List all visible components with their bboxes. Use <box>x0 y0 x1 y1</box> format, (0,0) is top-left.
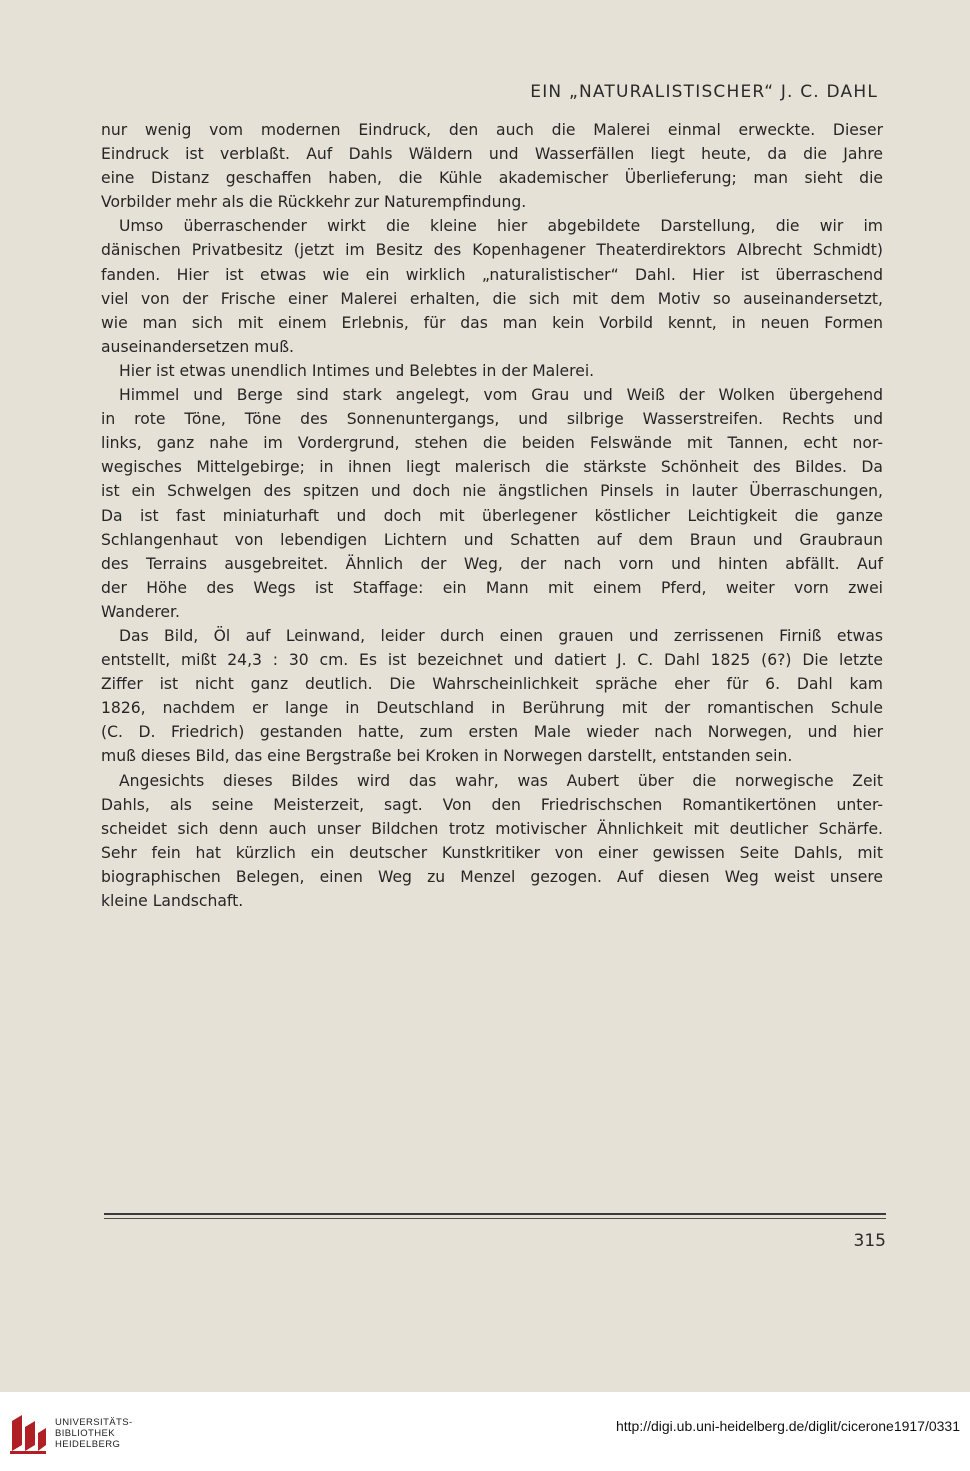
text-line: entstellt, mißt 24,3 : 30 cm. Es ist bezeichnet und datiert J. C. Dahl 1825 (6?) Die letzte <box>101 651 883 670</box>
article-body <box>101 118 883 913</box>
footer-rule-thin <box>104 1218 886 1219</box>
text-line: muß dieses Bild, das eine Bergstraße bei Kroken in Norwegen darstellt, entstanden sein. <box>101 747 793 766</box>
text-line: Umso überraschender wirkt die kleine hier abgebildete Darstellung, die wir im <box>119 217 883 236</box>
text-line: auseinandersetzen muß. <box>101 337 295 356</box>
text-line: des Terrains ausgebreitet. Ähnlich der Weg, der nach vorn und hinten abfällt. Auf <box>101 554 883 573</box>
text-line: Das Bild, Öl auf Leinwand, leider durch einen grauen und zerrissenen Firniß etwas <box>119 626 883 645</box>
university-library-logo-icon <box>8 1411 48 1455</box>
text-line: Sehr fein hat kürzlich ein deutscher Kunstkritiker von einer gewissen Seite Dahls, mit <box>101 843 883 862</box>
text-line: nur wenig vom modernen Eindruck, den auch die Malerei einmal erweckte. Dieser <box>101 121 883 139</box>
footer-rule-thick <box>104 1213 886 1215</box>
text-line: Eindruck ist verblaßt. Auf Dahls Wäldern und Wasserfällen liegt heute, da die Jahre <box>101 145 883 164</box>
text-line: (C. D. Friedrich) gestanden hatte, zum ersten Male wieder nach Norwegen, und hier <box>101 723 883 742</box>
library-name-line2: BIBLIOTHEK <box>55 1428 115 1439</box>
text-line: wegisches Mittelgebirge; in ihnen liegt malerisch die stärkste Schönheit des Bildes. Da <box>101 458 883 477</box>
text-line: in rote Töne, Töne des Sonnenuntergangs, und silbrige Wasserstreifen. Rechts und <box>101 410 883 429</box>
text-line: ist ein Schwelgen des spitzen und doch nie ängstlichen Pinsels in lauter Überraschungen, <box>101 482 883 501</box>
text-line: Vorbilder mehr als die Rückkehr zur Naturempfindung. <box>101 193 527 212</box>
library-footer <box>0 1392 970 1471</box>
text-line: Wanderer. <box>101 602 180 621</box>
source-url[interactable]: http://digi.ub.uni-heidelberg.de/diglit/cicerone1917/0331 <box>615 1418 960 1434</box>
text-line: Hier ist etwas unendlich Intimes und Belebtes in der Malerei. <box>119 361 595 380</box>
text-line: kleine Landschaft. <box>101 892 244 910</box>
text-line: scheidet sich denn auch unser Bildchen trotz motivischer Ähnlichkeit mit deutlicher Schärfe. <box>101 819 883 838</box>
text-line: wie man sich mit einem Erlebnis, für das man kein Vorbild kennt, in neuen Formen <box>101 313 883 332</box>
text-line: Schlangenhaut von lebendigen Lichtern und Schatten auf dem Braun und Graubraun <box>101 530 883 549</box>
text-line: links, ganz nahe im Vordergrund, stehen die beiden Felswände mit Tannen, echt nor- <box>101 434 883 453</box>
library-name-line3: HEIDELBERG <box>55 1439 121 1450</box>
text-line: biographischen Belegen, einen Weg zu Menzel gezogen. Auf diesen Weg weist unsere <box>101 867 883 886</box>
text-line: eine Distanz geschaffen haben, die Kühle akademischer Überlieferung; man sieht die <box>101 169 883 188</box>
text-line: Himmel und Berge sind stark angelegt, vom Grau und Weiß der Wolken übergehend <box>119 386 883 405</box>
text-line: Da ist fast miniaturhaft und doch mit überlegener köstlicher Leichtigkeit die ganze <box>101 506 883 525</box>
text-line: Angesichts dieses Bildes wird das wahr, was Aubert über die norwegische Zeit <box>119 771 883 790</box>
page-number: 315 <box>853 1231 886 1251</box>
text-line: Ziffer ist nicht ganz deutlich. Die Wahrscheinlichkeit spräche eher für 6. Dahl kam <box>101 675 883 694</box>
text-line: fanden. Hier ist etwas wie ein wirklich „naturalistischer“ Dahl. Hier ist überraschend <box>101 265 883 284</box>
text-line: dänischen Privatbesitz (jetzt im Besitz des Kopenhagener Theaterdirektors Albrecht Schmidt) <box>101 241 883 260</box>
text-line: der Höhe des Wegs ist Staffage: ein Mann mit einem Pferd, weiter vorn zwei <box>101 578 883 597</box>
text-line: Dahls, als seine Meisterzeit, sagt. Von den Friedrischschen Romantikertönen unter- <box>101 795 883 814</box>
text-line: viel von der Frische einer Malerei erhalten, die sich mit dem Motiv so auseinandersetzt, <box>101 289 883 308</box>
library-name <box>55 1417 133 1450</box>
text-line: 1826, nachdem er lange in Deutschland in Berührung mit der romantischen Schule <box>101 699 883 718</box>
running-header: EIN „NATURALISTISCHER“ J. C. DAHL <box>530 82 878 102</box>
library-name-line1: UNIVERSITÄTS- <box>55 1417 133 1428</box>
